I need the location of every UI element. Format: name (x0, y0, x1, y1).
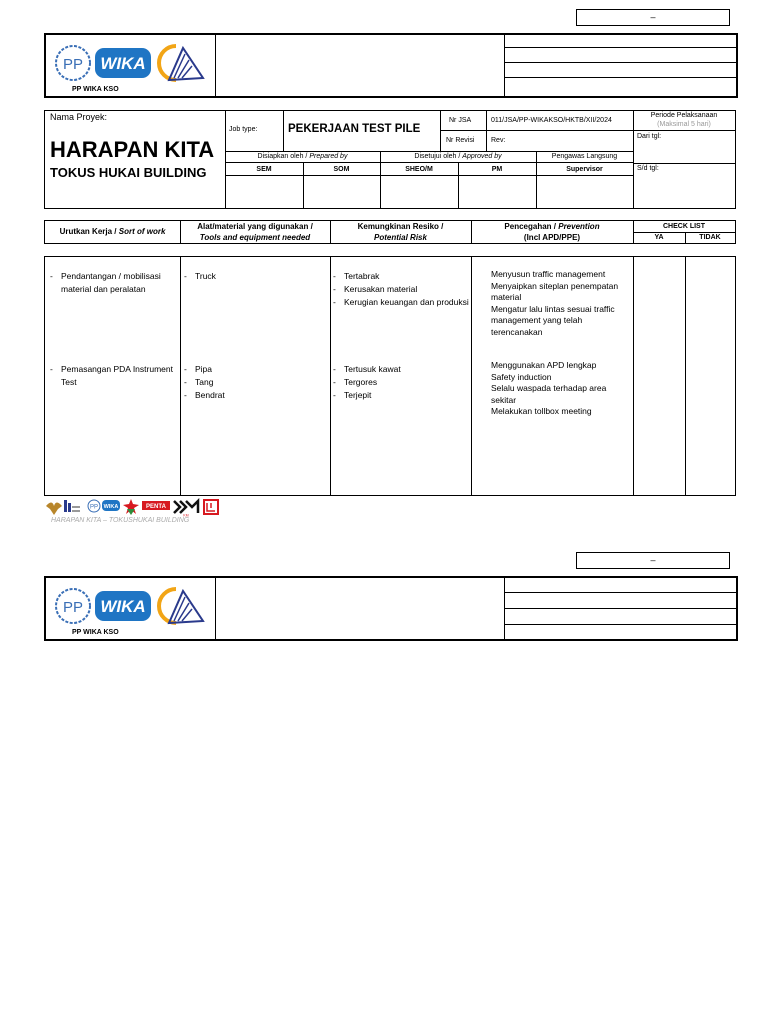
role-supervisor: Supervisor (566, 166, 603, 173)
row2-work (49, 363, 177, 389)
row1-risks (332, 270, 470, 309)
page-number-text-2: – (650, 555, 656, 565)
partner-logos (44, 497, 229, 517)
row1-prevention (491, 269, 627, 338)
col-checklist: CHECK LIST (663, 223, 705, 230)
pp-wika-logo-2 (51, 583, 211, 629)
periode-note: (Maksimal 5 hari) (657, 121, 711, 128)
jsa-body-table (44, 256, 736, 496)
list-item: - Truck (183, 270, 323, 283)
list-item: Mengatur lalu lintas sesuai traffic management yang telah terencanakan (491, 303, 615, 337)
project-label: Nama Proyek: (50, 112, 108, 122)
list-item: Menggunakan APD lengkap (491, 360, 597, 370)
supervisor-group-label: Pengawas Langsung (551, 153, 618, 160)
col-risk-en: Potential Risk (374, 233, 427, 242)
list-item: - Pendantangan / mobilisasi material dan peralatan (49, 270, 177, 296)
col-tools-id: Alat/material yang digunakan / (197, 222, 313, 231)
list-item: - Tang (183, 376, 323, 389)
list-item: Menyusun traffic management (491, 269, 606, 279)
list-item: - Bendrat (183, 389, 323, 402)
row2-risks (332, 363, 470, 402)
job-type-value: PEKERJAAN TEST PILE (288, 123, 421, 135)
col-ya: YA (654, 234, 664, 241)
col-tools-en: Tools and equipment needed (199, 233, 311, 242)
letterhead (44, 33, 738, 98)
role-som: SOM (333, 166, 350, 173)
company-logo (51, 40, 211, 94)
row2-tools (183, 363, 323, 402)
list-item: - Kerusakan material (332, 283, 470, 296)
col-work: Urutkan Kerja / Sort of work (59, 227, 166, 236)
job-type-label: Job type: (229, 126, 258, 133)
approved-by-label: Disetujui oleh / Approved by (414, 153, 502, 160)
svg-text:WIKA: WIKA (100, 54, 146, 73)
role-sheo: SHEO/M (405, 166, 433, 173)
page-number-box (576, 9, 730, 26)
list-item: - Tergores (332, 376, 470, 389)
periode-label: Periode Pelaksanaan (650, 112, 718, 119)
footer-wika-text: WIKA (103, 504, 119, 510)
col-prevention: Pencegahan / Prevention (504, 222, 600, 231)
list-item: Melakukan tollbox meeting (491, 406, 592, 416)
project-building: TOKUS HUKAI BUILDING (50, 165, 207, 180)
list-item: - Tertusuk kawat (332, 363, 470, 376)
nr-jsa-label: Nr JSA (449, 117, 472, 124)
prepared-by-label: Disiapkan oleh / Prepared by (257, 153, 348, 160)
row2-prevention (491, 360, 627, 418)
col-prevention-sub: (Incl APD/PPE) (523, 233, 581, 242)
pp-wika-logo (51, 40, 211, 86)
list-item: Menyaipkan siteplan penempatan material (491, 280, 619, 302)
svg-text:WIKA: WIKA (100, 597, 146, 616)
list-item: - Terjepit (332, 389, 470, 402)
page-number-box-2 (576, 552, 730, 569)
list-item: - Pemasangan PDA Instrument Test (49, 363, 177, 389)
nr-jsa-value: 011/JSA/PP-WIKAKSO/HKTB/XII/2024 (491, 117, 612, 124)
footer-logo-strip (44, 497, 234, 527)
column-header (44, 220, 736, 244)
svg-text:PP: PP (62, 56, 84, 73)
role-pm: PM (491, 166, 503, 173)
company-name: PP WIKA KSO (72, 86, 119, 93)
footer-km-text: KM (183, 513, 189, 517)
project-info-block (44, 110, 736, 209)
col-risk-id: Kemungkinan Resiko / (357, 222, 444, 231)
nr-revisi-label: Nr Revisi (446, 137, 475, 144)
list-item: - Pipa (183, 363, 323, 376)
company-logo-2 (51, 583, 211, 637)
footer-penta-text: PENTA (146, 504, 166, 510)
page-number-text: – (650, 12, 656, 22)
row1-work (49, 270, 177, 296)
role-sem: SEM (256, 166, 272, 173)
dari-tgl-label: Dari tgl: (637, 133, 662, 140)
footer-caption: HARAPAN KITA – TOKUSHUKAI BUILDING (51, 517, 190, 524)
col-tidak: TIDAK (699, 234, 721, 241)
list-item: - Tertabrak (332, 270, 470, 283)
svg-text:PP: PP (62, 599, 84, 616)
rev-label: Rev: (491, 137, 506, 144)
list-item: Safety induction (491, 371, 552, 382)
footer-pp-text: PP (89, 504, 99, 511)
list-item: Selalu waspada terhadap area sekitar (491, 383, 607, 405)
row1-tools (183, 270, 323, 283)
sd-tgl-label: S/d tgl: (637, 165, 659, 172)
list-item: - Kerugian keuangan dan produksi (332, 296, 470, 309)
project-name: HARAPAN KITA (50, 137, 215, 162)
letterhead-2 (44, 576, 738, 641)
company-name-2: PP WIKA KSO (72, 629, 119, 636)
